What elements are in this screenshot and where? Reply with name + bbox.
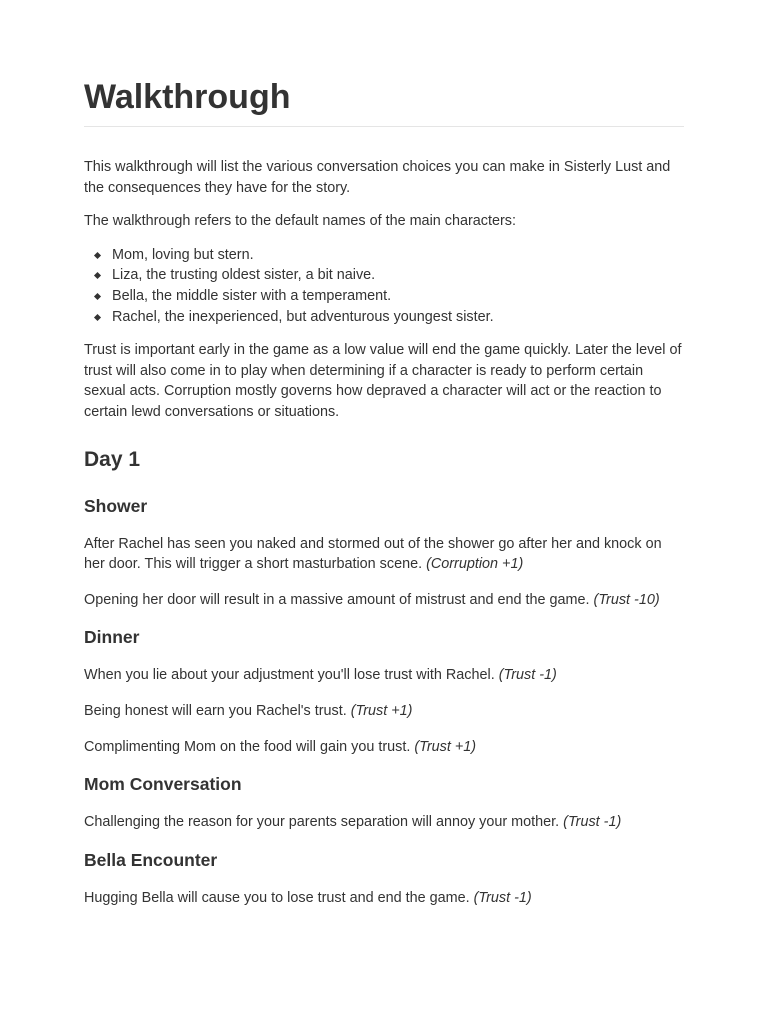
section-heading-bella-encounter: Bella Encounter bbox=[84, 849, 218, 870]
character-mom: Mom, loving but stern. bbox=[112, 246, 254, 263]
bullet-icon bbox=[94, 272, 101, 279]
day-heading: Day 1 bbox=[84, 447, 141, 471]
section-heading-shower: Shower bbox=[84, 495, 148, 516]
walkthrough-entry bbox=[84, 665, 684, 686]
trust-paragraph: Trust is important early in the game as a low value will end the game quickly. Later the level of trust will also come in to play when determining if a character is ready to perform certain sexual acts. Corruption mostly governs how depraved a character will act or the reaction to certain lewd conversations or situations. bbox=[84, 342, 682, 420]
character-liza: Liza, the trusting oldest sister, a bit naive. bbox=[112, 267, 376, 284]
entry-effect: (Trust -10) bbox=[593, 591, 660, 608]
intro-paragraph: This walkthrough will list the various conversation choices you can make in Sisterly Lust and the consequences they have for the story. bbox=[84, 159, 671, 196]
section-heading-mom-conversation: Mom Conversation bbox=[84, 774, 242, 795]
entry-effect: (Trust -1) bbox=[498, 667, 557, 684]
walkthrough-entry bbox=[84, 590, 684, 611]
character-rachel: Rachel, the inexperienced, but adventurous youngest sister. bbox=[112, 308, 494, 325]
bullet-icon bbox=[94, 252, 101, 259]
entry-text: Hugging Bella will cause you to lose trust and end the game. bbox=[84, 889, 474, 906]
list-item bbox=[112, 245, 684, 266]
walkthrough-entry bbox=[84, 888, 684, 909]
entry-effect: (Corruption +1) bbox=[426, 556, 524, 573]
walkthrough-entry bbox=[84, 534, 684, 575]
list-item bbox=[112, 265, 684, 286]
bullet-icon bbox=[94, 293, 101, 300]
entry-effect: (Trust -1) bbox=[473, 889, 532, 906]
walkthrough-entry bbox=[84, 701, 684, 722]
section-heading-dinner: Dinner bbox=[84, 627, 140, 648]
list-item bbox=[112, 286, 684, 307]
entry-text: When you lie about your adjustment you'll lose trust with Rachel. bbox=[84, 667, 499, 684]
character-bella: Bella, the middle sister with a temperament. bbox=[112, 287, 392, 304]
list-item bbox=[112, 307, 684, 328]
intro-paragraph: The walkthrough refers to the default names of the main characters: bbox=[84, 213, 516, 230]
entry-effect: (Trust -1) bbox=[563, 814, 622, 831]
entry-effect: (Trust +1) bbox=[414, 738, 477, 755]
walkthrough-entry bbox=[84, 737, 684, 758]
entry-text: Being honest will earn you Rachel's trust. bbox=[84, 702, 351, 719]
entry-text: Opening her door will result in a massive amount of mistrust and end the game. bbox=[84, 591, 594, 608]
entry-text: Challenging the reason for your parents separation will annoy your mother. bbox=[84, 814, 564, 831]
entry-text: Complimenting Mom on the food will gain you trust. bbox=[84, 738, 415, 755]
bullet-icon bbox=[94, 314, 101, 321]
page-title: Walkthrough bbox=[84, 0, 684, 127]
entry-effect: (Trust +1) bbox=[350, 702, 413, 719]
walkthrough-entry bbox=[84, 812, 684, 833]
character-list bbox=[84, 245, 684, 327]
entry-text: After Rachel has seen you naked and stormed out of the shower go after her and knock on her door. This will trigger a short masturbation scene. bbox=[84, 535, 662, 573]
